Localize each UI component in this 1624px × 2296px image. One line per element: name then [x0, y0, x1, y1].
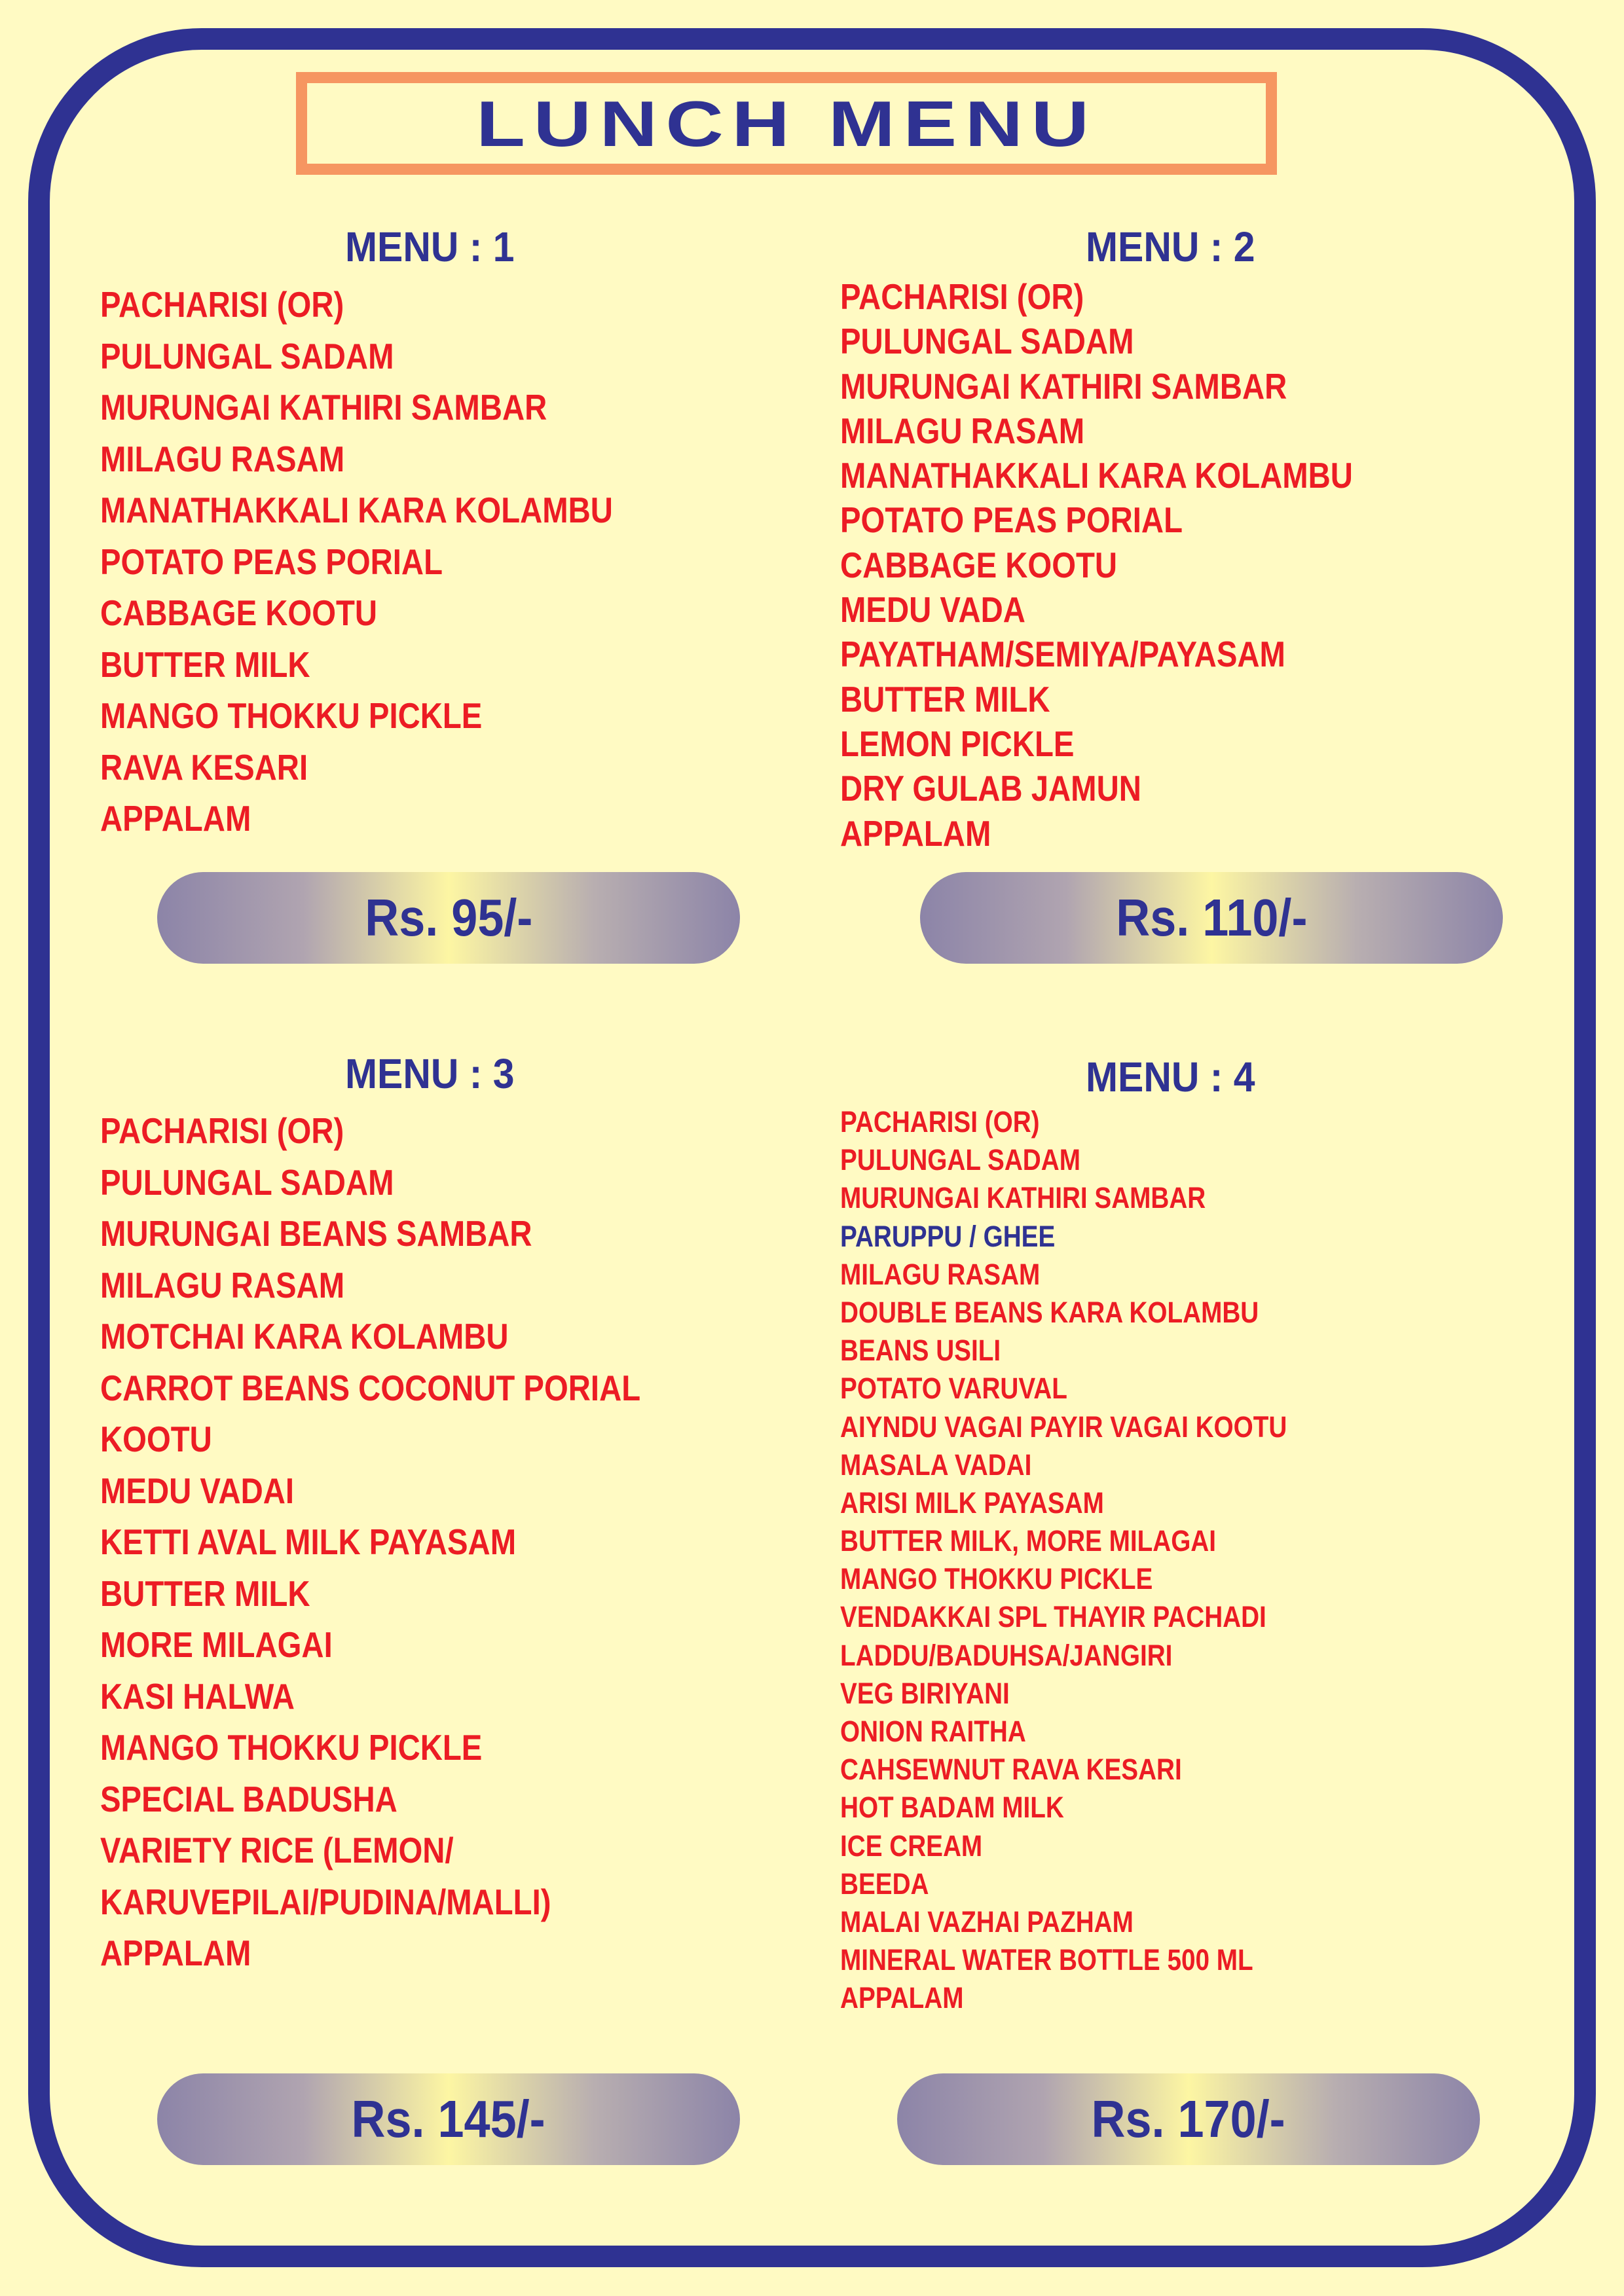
menu-item: BUTTER MILK	[100, 644, 310, 685]
menu-item: VEG BIRIYANI	[840, 1676, 1010, 1710]
menu-item: MILAGU RASAM	[100, 1264, 345, 1305]
menu-item: CABBAGE KOOTU	[100, 592, 378, 633]
menu-item: BUTTER MILK	[100, 1573, 310, 1614]
menu-item: MORE MILAGAI	[100, 1624, 333, 1665]
menu-item: APPALAM	[840, 1981, 964, 2015]
menu-item: MILAGU RASAM	[100, 438, 345, 479]
menu-item: PULUNGAL SADAM	[100, 335, 394, 376]
menu-item: PULUNGAL SADAM	[840, 1143, 1080, 1177]
menu-item: MURUNGAI KATHIRI SAMBAR	[840, 1181, 1206, 1215]
menu-item: APPALAM	[100, 1933, 251, 1973]
menu-item: CARROT BEANS COCONUT PORIAL	[100, 1367, 641, 1408]
page-title: LUNCH MENU	[475, 87, 1098, 160]
menu-item: ONION RAITHA	[840, 1715, 1026, 1748]
price-label: Rs. 145/-	[351, 2090, 546, 2148]
menu-item: VARIETY RICE (LEMON/	[100, 1830, 454, 1870]
menu-item: PACHARISI (OR)	[100, 1110, 344, 1151]
menu-item: MANATHAKKALI KARA KOLAMBU	[100, 490, 613, 530]
menu-item: PACHARISI (OR)	[100, 284, 344, 325]
menu-item: KETTI AVAL MILK PAYASAM	[100, 1522, 517, 1562]
price-label: Rs. 110/-	[1115, 888, 1308, 947]
price-badge	[157, 2073, 740, 2165]
menu-item: MASALA VADAI	[840, 1448, 1032, 1482]
menu-item: MANGO THOKKU PICKLE	[100, 1727, 483, 1768]
menu-item: POTATO PEAS PORIAL	[840, 500, 1183, 541]
menu-item: MOTCHAI KARA KOLAMBU	[100, 1316, 509, 1357]
menu-item: POTATO PEAS PORIAL	[100, 541, 443, 582]
menu-item: BUTTER MILK	[840, 678, 1050, 720]
title-banner	[296, 72, 1277, 175]
menu-item: AIYNDU VAGAI PAYIR VAGAI KOOTU	[840, 1410, 1287, 1444]
menu-item-list	[100, 1105, 728, 1979]
menu-heading: MENU : 2	[1086, 223, 1255, 270]
menu-item-list	[840, 274, 1436, 856]
menu-item-highlighted: PARUPPU / GHEE	[840, 1219, 1056, 1253]
menu-item: ICE CREAM	[840, 1829, 983, 1863]
menu-item: MURUNGAI KATHIRI SAMBAR	[840, 365, 1287, 407]
menu-item: SPECIAL BADUSHA	[100, 1778, 397, 1819]
price-badge	[897, 2073, 1480, 2165]
menu-item: MEDU VADAI	[100, 1470, 295, 1511]
menu-item: VENDAKKAI SPL THAYIR PACHADI	[840, 1600, 1266, 1634]
menu-item: KARUVEPILAI/PUDINA/MALLI)	[100, 1881, 551, 1922]
menu-item: MINERAL WATER BOTTLE 500 ML	[840, 1943, 1253, 1977]
menu-item: CAHSEWNUT RAVA KESARI	[840, 1753, 1182, 1787]
menu-item: MURUNGAI KATHIRI SAMBAR	[100, 387, 547, 428]
menu-item: MEDU VADA	[840, 589, 1025, 630]
menu-item: BEEDA	[840, 1867, 929, 1901]
menu-heading: MENU : 3	[345, 1050, 515, 1097]
menu-item: LEMON PICKLE	[840, 723, 1075, 764]
menu-item-list	[100, 279, 696, 845]
menu-heading: MENU : 4	[1086, 1053, 1255, 1101]
menu-item: PULUNGAL SADAM	[100, 1161, 394, 1203]
menu-item: MILAGU RASAM	[840, 1257, 1041, 1291]
price-badge	[157, 872, 740, 964]
menu-item: ARISI MILK PAYASAM	[840, 1485, 1104, 1520]
menu-item: MANGO THOKKU PICKLE	[840, 1562, 1153, 1596]
menu-item: CABBAGE KOOTU	[840, 544, 1118, 585]
menu-item: KASI HALWA	[100, 1675, 295, 1717]
menu-item: PACHARISI (OR)	[840, 276, 1084, 317]
menu-item: PULUNGAL SADAM	[840, 321, 1134, 362]
price-label: Rs. 170/-	[1091, 2090, 1286, 2148]
menu-item: MANGO THOKKU PICKLE	[100, 695, 483, 736]
menu-item: APPALAM	[100, 798, 251, 839]
menu-item: PACHARISI (OR)	[840, 1105, 1040, 1139]
menu-item: KOOTU	[100, 1419, 212, 1459]
menu-item: MILAGU RASAM	[840, 410, 1085, 451]
menu-item: DRY GULAB JAMUN	[840, 768, 1141, 809]
price-label: Rs. 95/-	[364, 888, 533, 947]
price-badge	[920, 872, 1503, 964]
menu-item: LADDU/BADUHSA/JANGIRI	[840, 1638, 1173, 1672]
menu-item: HOT BADAM MILK	[840, 1791, 1064, 1825]
menu-item: PAYATHAM/SEMIYA/PAYASAM	[840, 634, 1285, 675]
menu-item: MALAI VAZHAI PAZHAM	[840, 1904, 1134, 1939]
menu-item: APPALAM	[840, 812, 991, 854]
menu-item: RAVA KESARI	[100, 746, 308, 788]
menu-item: POTATO VARUVAL	[840, 1372, 1067, 1406]
menu-item: MANATHAKKALI KARA KOLAMBU	[840, 455, 1353, 496]
menu-item: MURUNGAI BEANS SAMBAR	[100, 1213, 532, 1254]
menu-item: BUTTER MILK, MORE MILAGAI	[840, 1524, 1217, 1558]
menu-item: DOUBLE BEANS KARA KOLAMBU	[840, 1295, 1259, 1329]
menu-item-list	[840, 1103, 1359, 2018]
menu-item: BEANS USILI	[840, 1334, 1001, 1368]
menu-heading: MENU : 1	[345, 223, 515, 270]
